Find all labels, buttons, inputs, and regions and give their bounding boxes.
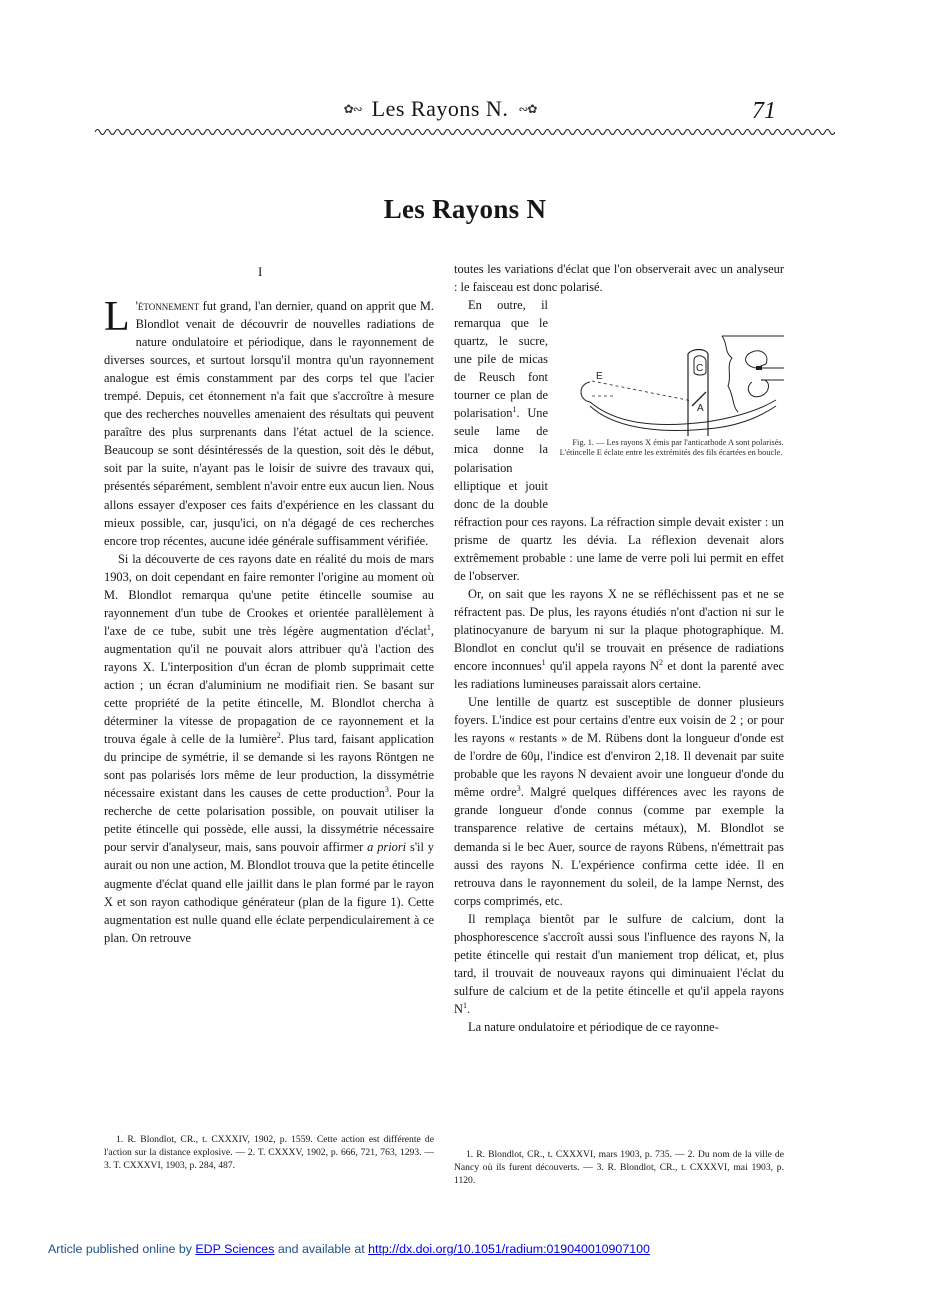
text-run: Si la découverte de ces rayons date en réalité du mois de mars 1903, on doit cependant en faire remonter l'origine au moment où M. Blondlot remarqua qu'une petite étincelle soumise au rayonnement d'un tube de Crookes et orientée parallèlement à l'axe de ce tube, subit une très légère augmentation d'éclat [104,551,434,638]
footnote-ref: 1 [512,405,517,415]
footer-prefix: Article published online by [48,1242,192,1256]
text-run: Il remplaça bientôt par le sulfure de calcium, dont la phosphorescence s'accroît aussi sous l'influence des rayons N, la petite étincelle qui restait d'un maniement trop délicat, et, plus tard, il trouvait de nouveaux rayons qui diminuaient l'éclat du sulfure de calcium et de la petite étincelle et qu'il appela rayons N [454,911,784,1016]
intro-paragraph [104,294,434,550]
sulfide-paragraph [454,910,784,1018]
text-run: . Pour la recherche de cette polarisation possible, on pouvait utiliser la petite étincelle qui possède, elle aussi, la dissymétrie nécessaire pour servir d'analyseur, mais, sans pouvoir affirmer [104,786,434,855]
doi-link[interactable]: http://dx.doi.org/10.1051/radium:019040010907100 [368,1242,650,1256]
text-run: . Une seule lame de mica donne la polarisation elliptique et jouit donc de la double réfraction pour ces rayons. La réfraction simple devait exister : un prisme de quartz les dévia. La réflexion devenait alors extrêmement probable : une lame de verre poli lui permit en effet de l'observer. [454,406,784,583]
running-header [310,96,570,122]
text-run: qu'il appela rayons N [545,659,659,674]
text-run: s'il y aurait ou non une action, M. Blondlot trouva que la petite étincelle augmente d'éclat quand elle jaillit dans le plan formé par le rayon X et son rayon cathodique générateur (plan de la figure 1). Cette augmentation est nulle quand elle éclate perpendiculairement à ce plan. On retrouve [104,840,434,945]
wavy-rule-divider [95,126,835,138]
text-run: et dont la parenté avec les radiations lumineuses paraissait alors certaine. [454,659,784,692]
footnotes-right [454,1149,784,1187]
drop-cap: L [104,294,130,340]
label-a: A [697,403,704,415]
rays-n-paragraph [454,585,784,693]
ornament-left-icon: ✿∾ [343,102,362,116]
footnote-ref: 2 [659,657,663,667]
running-title: Les Rayons N. [371,96,509,121]
footnote-ref: 3 [516,784,521,794]
polarisation-paragraph [454,296,784,585]
text-run: . [466,1001,471,1016]
discovery-paragraph [104,550,434,947]
figure-caption: Fig. 1. — Les rayons X émis par l'anticathode A sont polarisés. L'étincelle E éclate entre les extrémités des fils écartées en boucle. [559,438,784,458]
right-column [454,260,784,1036]
lead-word: 'étonnement [135,299,200,313]
label-e: E [596,371,603,383]
page-number: 71 [752,98,776,124]
italic-a-priori: a priori [367,840,407,855]
continuation-paragraph: toutes les variations d'éclat que l'on observerait avec un analyseur : le faisceau est donc polarisé. [454,262,784,295]
publication-footer [48,1242,650,1256]
closing-paragraph: La nature ondulatoire et périodique de ce rayonne- [468,1019,719,1034]
ornament-right-icon: ∾✿ [518,102,537,116]
footer-middle: and available at [277,1242,365,1256]
quartz-lens-paragraph [454,693,784,910]
footnote-ref: 1 [426,622,431,632]
text-run: . Malgré quelques différences avec les rayons de grande longueur d'onde connus (comme par exemple la transparence relative de certains métaux), M. Blondlot se demanda si le bec Auer, source de rayons Rübens, n'émettrait pas aussi des rayons N. L'expérience confirma cette idée. Il en retrouva dans le rayonnement du soleil, de la lampe Nernst, des corps comprimés, etc. [454,785,784,908]
footnotes-left [104,1134,434,1172]
footnote-ref: 1 [541,657,546,667]
article-title: Les Rayons N [383,194,547,224]
section-number: I [258,264,263,279]
publisher-link[interactable]: EDP Sciences [195,1242,275,1256]
left-column [104,294,434,947]
text-run: En outre, il remarqua que le quartz, le sucre, une pile de micas de Reusch font tourner ce plan de polarisation [454,298,548,421]
text-run: . Plus tard, faisant application du principe de symétrie, il se demande si les rayons Röntgen ne sont pas polarisés lors même de leur production, la dissymétrie nécessaire existant dans les causes de cette production [104,732,434,801]
footnote-ref: 2 [276,731,281,740]
label-c: C [696,363,704,375]
figure-1 [556,296,784,503]
text-run: Une lentille de quartz est susceptible de donner plusieurs foyers. L'indice est pour certains d'entre eux voisin de 2 ; or pour les rayons « restants » de M. Rübens dont la longueur d'onde est de l'ordre de 60μ, l'indice est d'environ 2,18. Il devenait par suite probable que les rayons N devaient avoir une longueur d'onde du même ordre [454,695,784,800]
apparatus-diagram [556,296,784,436]
intro-text: fut grand, l'an dernier, quand on apprit que M. Blondlot venait de découvrir de nouvelles radiations de nature ondulatoire et périodique, dans le rayonnement de diverses sources, et surtout lorsqu'il montra qu'un rayonnement analogue est émis constamment par des corps tel que l'acier trempé. Depuis, cet étonnement n'a fait que s'accroître à mesure que des recherches nouvelles amenaient des résultats qui peuvent paraître des plus surprenants dans l'état actuel de la science. Beaucoup se sont désintéressés de la question, soit dès le début, soit par la suite, n'ayant pas le loisir de suivre des travaux qui, présentés séparément, semblent n'avoir entre eux aucun lien. Nous allons essayer d'exposer ces faits d'expérience en les classant du mieux possible, car, jusqu'ici, on n'a dégagé de ces recherches encore trop récentes, aucune idée générale suffisamment vérifiée. [104,299,434,548]
footnote-text: 1. R. Blondlot, CR., t. CXXXVI, mars 1903, p. 735. — 2. Du nom de la ville de Nancy où ils furent découverts. — 3. R. Blondlot, CR., t. CXXXVI, mai 1903, p. 1120. [454,1149,784,1186]
footnote-ref: 1 [462,1000,467,1010]
footnote-text: 1. R. Blondlot, CR., t. CXXXIV, 1902, p. 1559. Cette action est différente de l'action sur la distance explosive. — 2. T. CXXXV, 1902, p. 666, 721, 763, 1293. — 3. T. CXXXVI, 1903, p. 284, 487. [104,1134,434,1171]
text-run: Or, on sait que les rayons X ne se réfléchissent pas et ne se réfractent pas. De plus, les rayons étudiés n'ont d'action ni sur le platinocyanure de baryum ni sur la plaque photographique. M. Blondlot en conclut qu'il se trouvait en présence de radiations encore inconnues [454,586,784,674]
footnote-ref: 3 [384,785,389,795]
text-run: , augmentation qu'il ne pouvait alors attribuer qu'à l'action des rayons X. L'interposition d'un écran de plomb supprimait cette action ; un écran d'aluminium ne modifiait rien. Se basant sur cette propriété de la petite étincelle, M. Blondlot chercha à déterminer la vitesse de propagation de ce rayonnement et la trouva égale à celle de la lumière [104,623,434,747]
